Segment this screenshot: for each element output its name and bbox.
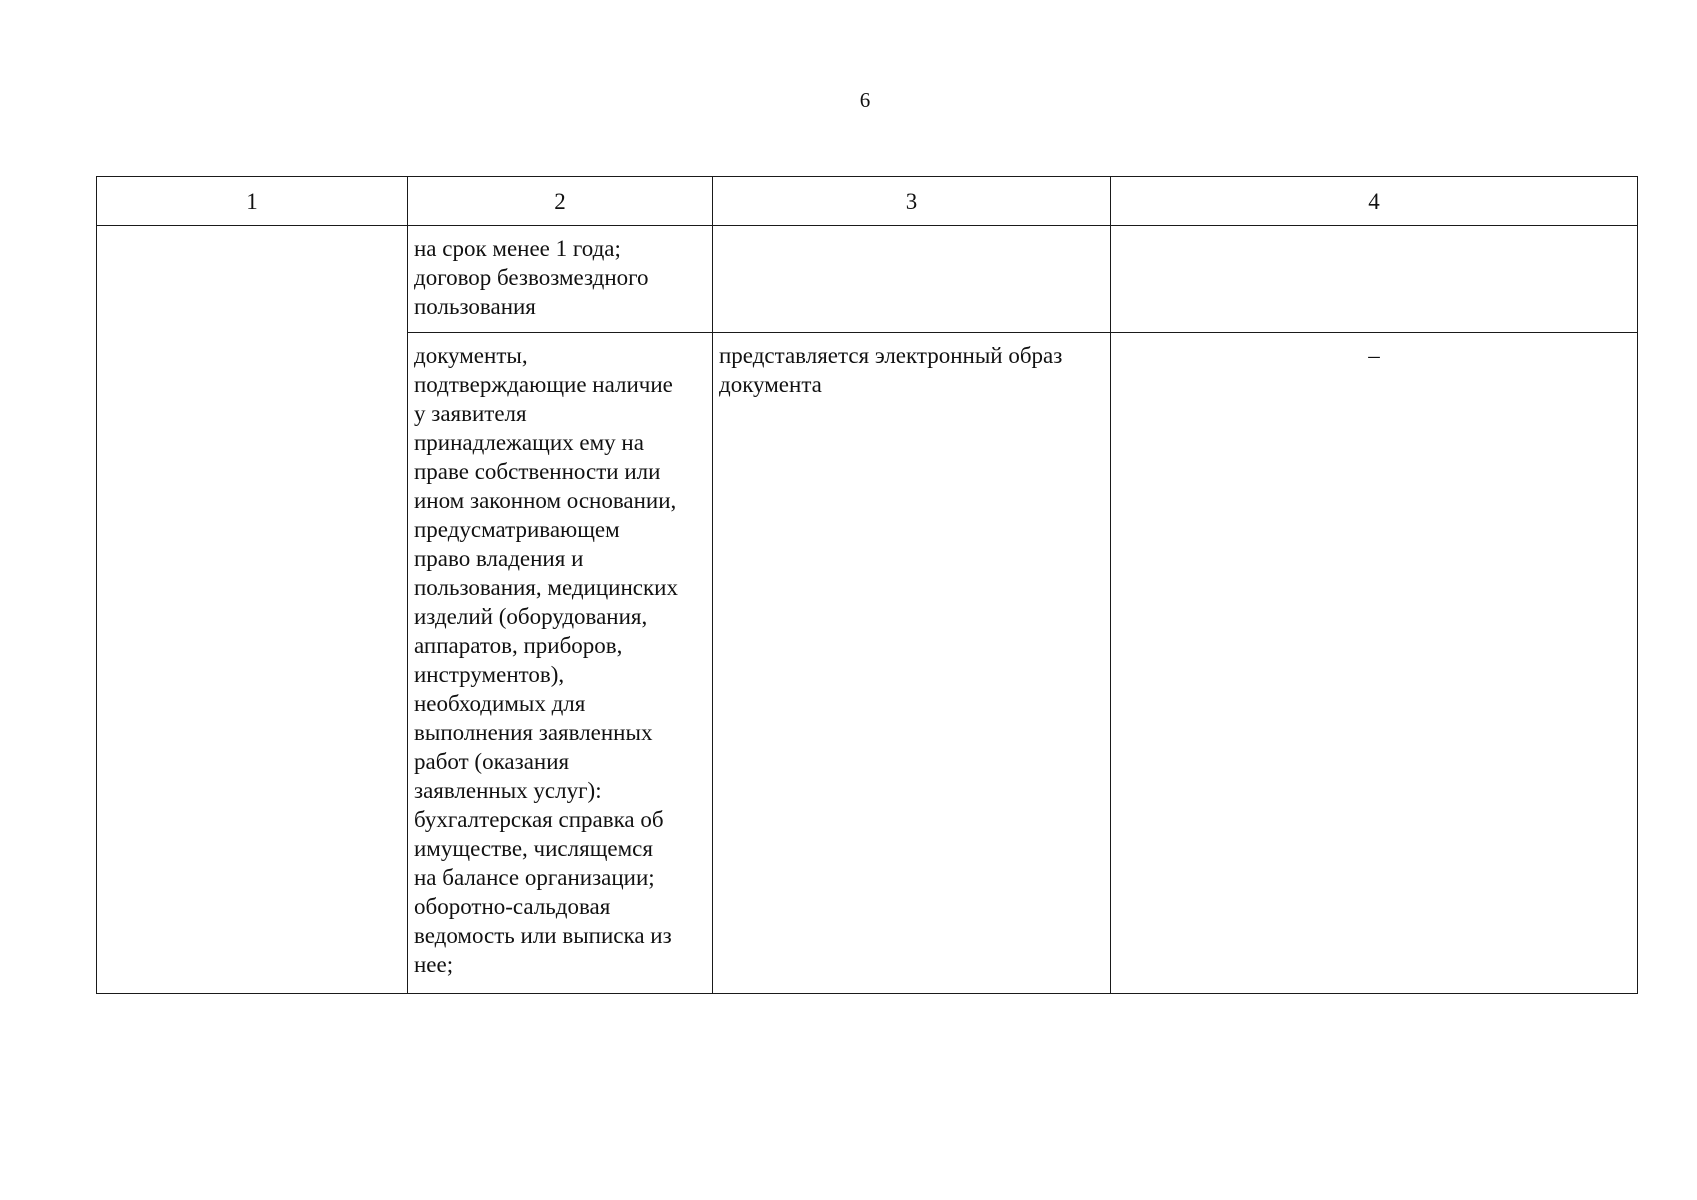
header-col-1: 1: [97, 177, 408, 226]
document-table: [96, 176, 1638, 994]
row-cell-col2: [408, 333, 713, 994]
row-cell-col2: [408, 226, 713, 333]
cell-text: [1111, 226, 1637, 240]
cell-text: [713, 226, 1110, 240]
cell-text: –: [1368, 343, 1380, 368]
header-col-3: 3: [713, 177, 1111, 226]
header-col-2: 2: [408, 177, 713, 226]
row-cell-col4: [1111, 333, 1638, 994]
page-number: 6: [859, 88, 871, 112]
row-cell-col1: [97, 226, 408, 994]
row-cell-col3: [713, 226, 1111, 333]
cell-text: [97, 226, 407, 240]
row-cell-col3: [713, 333, 1111, 994]
table-row: [97, 226, 1638, 333]
cell-text: документы, подтверждающие наличие у заявителя принадлежащих ему на праве собственности или ином законном основании, предусматривающем право владения и пользования, медицинских изделий (оборудования, аппаратов, приборов, инструментов), необходимых для выполнения заявленных работ (оказания заявленных услуг): бухгалтерская справка об имуществе, числящемся на балансе организации; оборотно-сальдовая ведомость или выписка из нее;: [414, 343, 678, 977]
row-cell-col4: [1111, 226, 1638, 333]
cell-text: на срок менее 1 года; договор безвозмездного пользования: [414, 236, 649, 319]
table-header-row: [97, 177, 1638, 226]
header-col-4: 4: [1111, 177, 1638, 226]
cell-text: представляется электронный образ документа: [719, 343, 1063, 397]
